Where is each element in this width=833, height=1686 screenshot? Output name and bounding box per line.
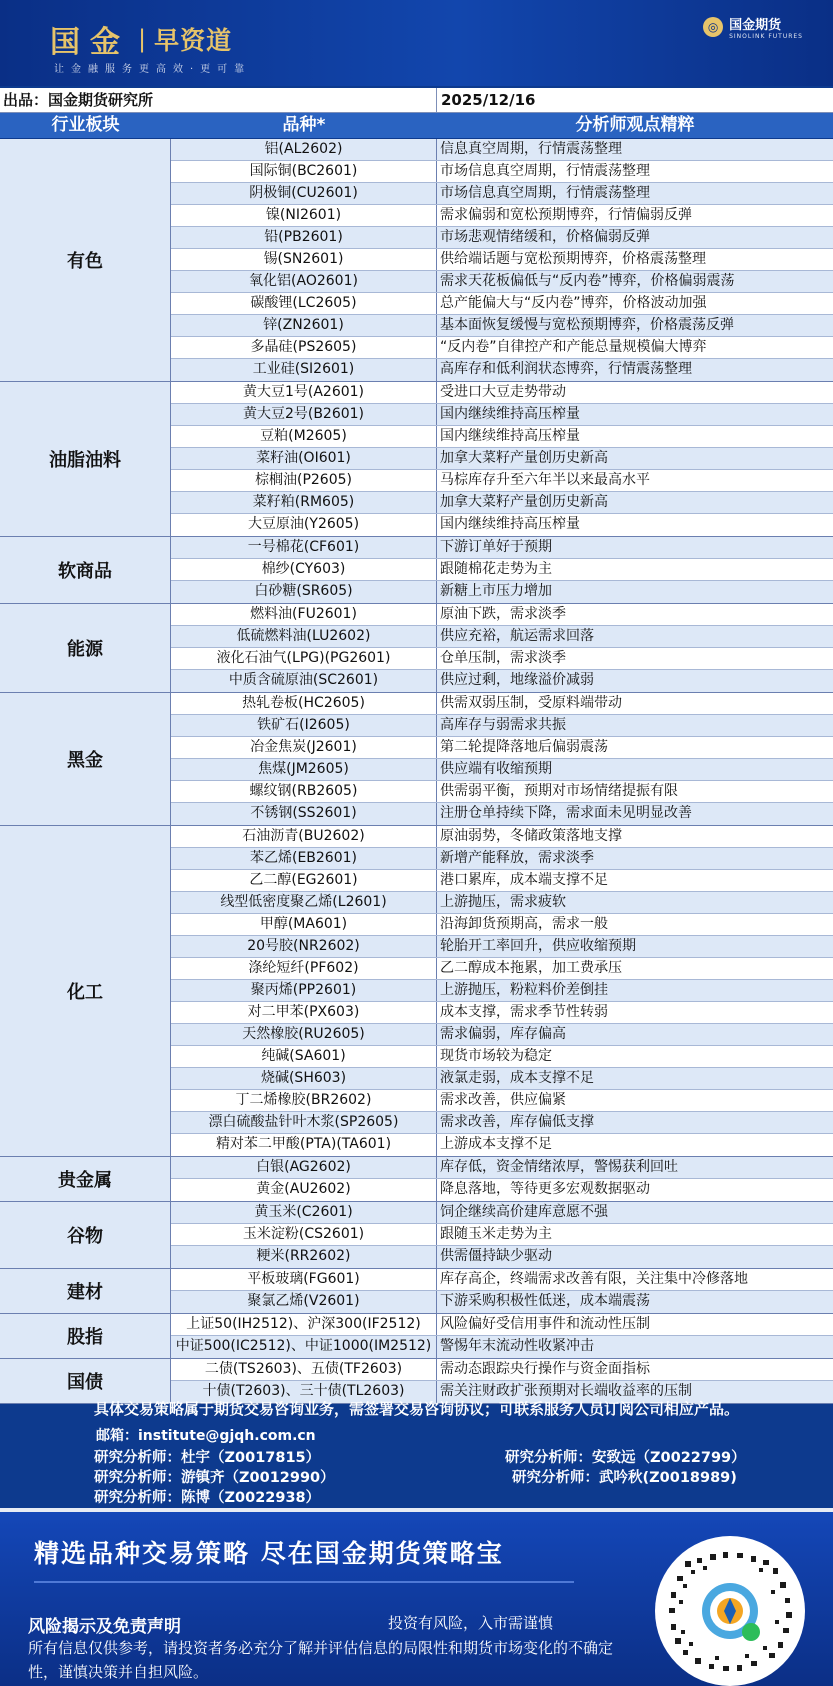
table-row [171,936,833,958]
company-logo [703,14,803,40]
product-cell: 平板玻璃(FG601) [171,1269,437,1290]
meta-row [0,88,833,113]
product-cell: 铝(AL2602) [171,139,437,160]
view-cell: 信息真空周期，行情震荡整理 [440,141,622,157]
product-cell: 热轧卷板(HC2605) [171,693,437,714]
table-row [171,293,833,315]
view-cell: 跟随棉花走势为主 [440,561,552,577]
product-cell: 中质含硫原油(SC2601) [171,670,437,692]
table-row [171,1068,833,1090]
product-cell: 玉米淀粉(CS2601) [171,1224,437,1245]
table-row [171,448,833,470]
sector-name: 贵金属 [0,1157,171,1201]
table-row [171,1134,833,1156]
product-cell: 冶金焦炭(J2601) [171,737,437,758]
sector-name: 黑金 [0,693,171,825]
table-row [171,670,833,692]
table-row [171,693,833,715]
product-cell: 白砂糖(SR605) [171,581,437,603]
table-row [171,759,833,781]
analyst-item: 研究分析师：陈博（Z0022938） [94,1490,321,1506]
sector-name: 软商品 [0,537,171,603]
view-cell: 供需僵持缺少驱动 [440,1248,552,1264]
product-cell: 苯乙烯(EB2601) [171,848,437,869]
view-cell: 库存低，资金情绪浓厚，警惕获利回吐 [440,1159,678,1175]
product-cell: 对二甲苯(PX603) [171,1002,437,1023]
product-cell: 黄大豆2号(B2601) [171,404,437,425]
product-cell: 液化石油气(LPG)(PG2601) [171,648,437,669]
product-cell: 棕榈油(P2605) [171,470,437,491]
view-cell: 需关注财政扩张预期对长端收益率的压制 [440,1383,692,1399]
table-row [171,315,833,337]
table-row [171,1224,833,1246]
sector-group [0,382,833,537]
promo-section [0,1512,833,1686]
brand [50,14,232,64]
sector-name: 油脂油料 [0,382,171,536]
analyst-item: 研究分析师：游镇齐（Z0012990） [94,1470,335,1486]
product-cell: 丁二烯橡胶(BR2602) [171,1090,437,1111]
header-view: 分析师观点精粹 [575,115,695,135]
table-header [0,113,833,138]
product-cell: 菜籽油(OI601) [171,448,437,469]
view-cell: 加拿大菜籽产量创历史新高 [440,450,608,466]
view-cell: 新增产能释放，需求淡季 [440,850,594,866]
sector-name: 能源 [0,604,171,692]
view-cell: 供应充裕，航运需求回落 [440,628,594,644]
product-cell: 粳米(RR2602) [171,1246,437,1268]
view-cell: 库存高企，终端需求改善有限，关注集中冷修落地 [440,1271,748,1287]
table-row [171,382,833,404]
view-cell: 国内继续维持高压榨量 [440,516,580,532]
view-cell: 警惕年末流动性收紧冲击 [440,1338,594,1354]
email[interactable]: 邮箱：institute@gjqh.com.cn [96,1428,316,1444]
product-cell: 菜籽粕(RM605) [171,492,437,513]
table-row [171,1090,833,1112]
table-row [171,581,833,603]
view-cell: 注册仓单持续下降，需求面未见明显改善 [440,805,692,821]
table-row [171,715,833,737]
table-row [171,1359,833,1381]
view-cell: 国内继续维持高压榨量 [440,428,580,444]
view-cell: 上游成本支撑不足 [440,1136,552,1152]
sector-group [0,1202,833,1269]
view-cell: 受进口大豆走势带动 [440,384,566,400]
table-row [171,626,833,648]
product-cell: 漂白硫酸盐针叶木浆(SP2605) [171,1112,437,1133]
product-cell: 中证500(IC2512)、中证1000(IM2512) [171,1336,437,1358]
product-cell: 镍(NI2601) [171,205,437,226]
product-cell: 阴极铜(CU2601) [171,183,437,204]
product-cell: 豆粕(M2605) [171,426,437,447]
product-cell: 氧化铝(AO2601) [171,271,437,292]
table-row [171,781,833,803]
product-cell: 甲醇(MA601) [171,914,437,935]
sector-group [0,1157,833,1202]
table-row [171,161,833,183]
table-row [171,737,833,759]
view-cell: 需求改善，供应偏紧 [440,1092,566,1108]
table-row [171,139,833,161]
view-cell: 供需双弱压制，受原料端带动 [440,695,622,711]
view-cell: 供需弱平衡，预期对市场情绪提振有限 [440,783,678,799]
view-cell: 市场信息真空周期，行情震荡整理 [440,185,650,201]
view-cell: 降息落地，等待更多宏观数据驱动 [440,1181,650,1197]
source-label: 出品：国金期货研究所 [0,88,437,112]
view-cell: 需求偏弱和宽松预期博弈，行情偏弱反弹 [440,207,692,223]
view-cell: 仓单压制，需求淡季 [440,650,566,666]
view-cell: 新糖上市压力增加 [440,583,552,599]
table-row [171,492,833,514]
promo-underline [34,1581,574,1583]
table-row [171,559,833,581]
table-row [171,537,833,559]
table-row [171,892,833,914]
product-cell: 石油沥青(BU2602) [171,826,437,847]
view-cell: 跟随玉米走势为主 [440,1226,552,1242]
product-cell: 二债(TS2603)、五债(TF2603) [171,1359,437,1380]
table-row [171,648,833,670]
view-cell: 乙二醇成本拖累，加工费承压 [440,960,622,976]
product-cell: 纯碱(SA601) [171,1046,437,1067]
slogan: 让金融服务更高效·更可靠 [54,64,252,75]
view-cell: 第二轮提降落地后偏弱震荡 [440,739,608,755]
table-row [171,227,833,249]
view-cell: 基本面恢复缓慢与宽松预期博弈，价格震荡反弹 [440,317,734,333]
product-cell: 线型低密度聚乙烯(L2601) [171,892,437,913]
analyst-item: 研究分析师：武吟秋(Z0018989) [512,1470,737,1486]
promo-title: 精选品种交易策略 尽在国金期货策略宝 [34,1539,504,1568]
view-cell: 总产能偏大与“反内卷”博弈，价格波动加强 [440,295,707,311]
view-cell: 国内继续维持高压榨量 [440,406,580,422]
product-cell: 国际铜(BC2601) [171,161,437,182]
product-cell: 聚氯乙烯(V2601) [171,1291,437,1313]
brand-sub: 早资道 [154,26,233,55]
table-row [171,1046,833,1068]
table-row [171,1179,833,1201]
table-row [171,205,833,227]
brand-main: 国金 [50,25,130,60]
view-cell: 轮胎开工率回升，供应收缩预期 [440,938,636,954]
view-cell: 加拿大菜籽产量创历史新高 [440,494,608,510]
table-row [171,1202,833,1224]
header-product: 品种* [282,115,326,135]
view-cell: 原油弱势，冬储政策落地支撑 [440,828,622,844]
table-row [171,337,833,359]
product-cell: 乙二醇(EG2601) [171,870,437,891]
table-row [171,249,833,271]
logo-en: SINOLINK FUTURES [729,33,803,40]
view-cell: 需动态跟踪央行操作与资金面指标 [440,1361,650,1377]
sector-group [0,604,833,693]
sector-name: 国债 [0,1359,171,1403]
product-cell: 大豆原油(Y2605) [171,514,437,536]
brand-separator: | [138,25,147,53]
table-row [171,1002,833,1024]
table-row [171,1291,833,1313]
table-row [171,1157,833,1179]
view-cell: 下游采购积极性低迷，成本端震荡 [440,1293,650,1309]
product-cell: 焦煤(JM2605) [171,759,437,780]
risk-slogan: 投资有风险，入市需谨慎 [388,1614,554,1632]
sector-group [0,1269,833,1314]
table-row [171,271,833,293]
table-body [0,139,833,1404]
product-cell: 黄大豆1号(A2601) [171,382,437,403]
sector-name: 建材 [0,1269,171,1313]
table-row [171,470,833,492]
product-cell: 铁矿石(I2605) [171,715,437,736]
qr-code-icon [655,1536,805,1686]
product-cell: 锡(SN2601) [171,249,437,270]
sector-name: 有色 [0,139,171,381]
view-cell: 供应端有收缩预期 [440,761,552,777]
product-cell: 燃料油(FU2601) [171,604,437,625]
product-cell: 白银(AG2602) [171,1157,437,1178]
sector-name: 谷物 [0,1202,171,1268]
view-cell: 现货市场较为稳定 [440,1048,552,1064]
table-row [171,1336,833,1358]
view-cell: 沿海卸货预期高，需求一般 [440,916,608,932]
risk-disclaimer: 所有信息仅供参考，请投资者务必充分了解并评估信息的局限性和期货市场变化的不确定性，谨慎决策并自担风险。 [28,1639,614,1681]
risk-title: 风险揭示及免责声明 [28,1617,181,1637]
table-row [171,426,833,448]
view-cell: 供应过剩，地缘溢价减弱 [440,672,594,688]
view-cell: 港口累库，成本端支撑不足 [440,872,608,888]
header-banner [0,0,833,86]
view-cell: 供给端话题与宽松预期博弈，价格震荡整理 [440,251,706,267]
product-cell: 棉纱(CY603) [171,559,437,580]
view-cell: 下游订单好于预期 [440,539,552,555]
product-cell: 上证50(IH2512)、沪深300(IF2512) [171,1314,437,1335]
view-cell: 成本支撑，需求季节性转弱 [440,1004,608,1020]
view-cell: 马棕库存升至六年半以来最高水平 [440,472,650,488]
table-row [171,1314,833,1336]
view-cell: 市场悲观情绪缓和，价格偏弱反弹 [440,229,650,245]
product-cell: 一号棉花(CF601) [171,537,437,558]
sector-group [0,537,833,604]
table-row [171,958,833,980]
view-cell: 液氯走弱，成本支撑不足 [440,1070,594,1086]
product-cell: 精对苯二甲酸(PTA)(TA601) [171,1134,437,1156]
table-row [171,604,833,626]
view-cell: 上游抛压，粉粒料价差倒挂 [440,982,608,998]
product-cell: 多晶硅(PS2605) [171,337,437,358]
sector-name: 股指 [0,1314,171,1358]
sector-name: 化工 [0,826,171,1156]
product-cell: 20号胶(NR2602) [171,936,437,957]
product-cell: 不锈钢(SS2601) [171,803,437,825]
consulting-notice: 具体交易策略属于期货交易咨询业务，需签署交易咨询协议；可联系服务人员订阅公司相应产品。 [93,1400,739,1418]
product-cell: 工业硅(SI2601) [171,359,437,381]
sector-group [0,826,833,1157]
sector-group [0,693,833,826]
mini-program-qr-code[interactable] [655,1536,805,1686]
view-cell: 需求天花板偏低与“反内卷”博弈，价格偏弱震荡 [440,273,735,289]
header-sector: 行业板块 [51,115,120,135]
view-cell: 需求偏弱，库存偏高 [440,1026,566,1042]
product-cell: 聚丙烯(PP2601) [171,980,437,1001]
logo-cn: 国金期货 [729,18,782,33]
table-row [171,826,833,848]
view-cell: “反内卷”自律控产和产能总量规模偏大博弈 [440,339,707,355]
product-cell: 低硫燃料油(LU2602) [171,626,437,647]
table-row [171,980,833,1002]
product-cell: 黄玉米(C2601) [171,1202,437,1223]
table-row [171,1246,833,1268]
table-row [171,359,833,381]
view-cell: 原油下跌，需求淡季 [440,606,566,622]
view-cell: 高库存与弱需求共振 [440,717,566,733]
table-row [171,914,833,936]
view-cell: 需求改善，库存偏低支撑 [440,1114,594,1130]
view-cell: 风险偏好受信用事件和流动性压制 [440,1316,650,1332]
sector-group [0,139,833,382]
product-cell: 天然橡胶(RU2605) [171,1024,437,1045]
product-cell: 烧碱(SH603) [171,1068,437,1089]
table-row [171,404,833,426]
analyst-item: 研究分析师：杜宇（Z0017815） [94,1450,321,1466]
product-cell: 涤纶短纤(PF602) [171,958,437,979]
table-row [171,870,833,892]
table-row [171,1112,833,1134]
sector-group [0,1314,833,1359]
view-cell: 上游抛压，需求疲软 [440,894,566,910]
view-cell: 饲企继续高价建库意愿不强 [440,1204,608,1220]
logo-circle-icon: ◎ [703,17,723,37]
product-cell: 锌(ZN2601) [171,315,437,336]
table-row [171,514,833,536]
table-row [171,803,833,825]
analyst-item: 研究分析师：安致远（Z0022799） [505,1450,746,1466]
product-cell: 黄金(AU2602) [171,1179,437,1201]
product-cell: 铅(PB2601) [171,227,437,248]
product-cell: 螺纹钢(RB2605) [171,781,437,802]
table-row [171,183,833,205]
product-cell: 碳酸锂(LC2605) [171,293,437,314]
view-cell: 高库存和低利润状态博弈，行情震荡整理 [440,361,692,377]
table-row [171,1024,833,1046]
view-cell: 市场信息真空周期，行情震荡整理 [440,163,650,179]
report-date: 2025/12/16 [441,91,536,109]
table-row [171,1269,833,1291]
table-row [171,848,833,870]
product-cell: 十债(T2603)、三十债(TL2603) [171,1381,437,1403]
